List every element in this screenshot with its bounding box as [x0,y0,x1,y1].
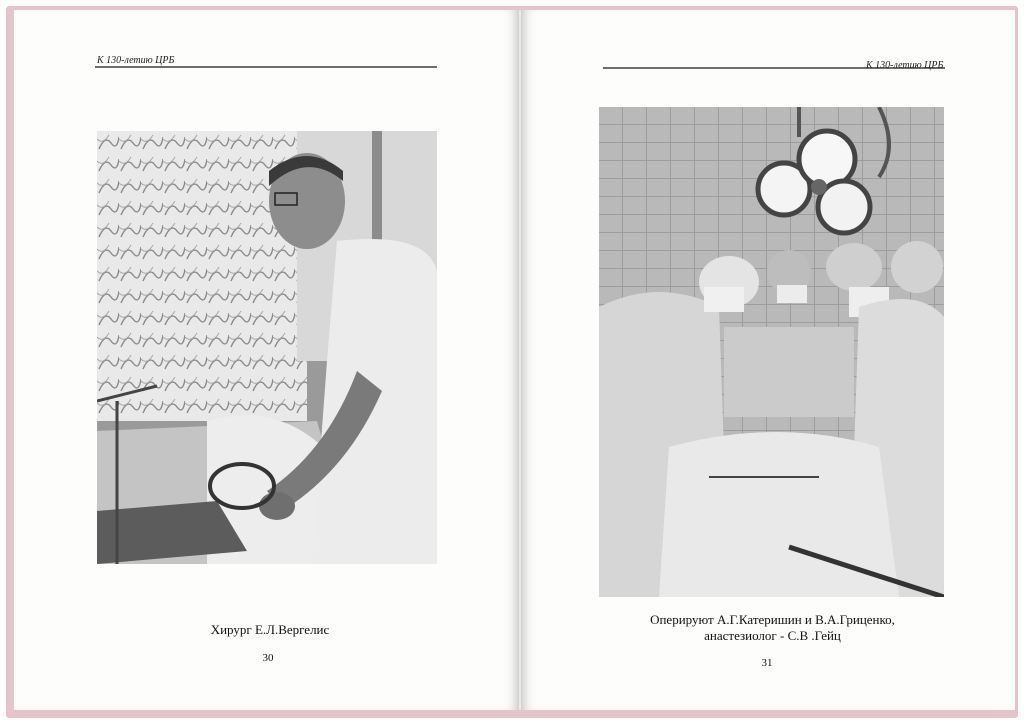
left-caption: Хирург Е.Л.Вергелис [210,622,330,637]
right-caption [600,612,945,644]
photo-operating-room-icon [599,107,944,597]
operating-room-photo [599,107,944,597]
right-caption-line2: анастезиолог - С.В .Гейц [704,628,841,643]
left-page-number: 30 [262,652,274,664]
surgeon-portrait-photo [97,131,437,564]
photo-surgeon-portrait-icon [97,131,437,564]
left-running-head: К 130-летию ЦРБ [97,55,175,66]
right-page-number: 31 [761,657,773,669]
right-running-head: К 130-летию ЦРБ [866,60,944,71]
left-header-rule [95,66,437,68]
right-caption-line1: Оперируют А.Г.Катеришин и В.А.Гриценко, [650,612,895,627]
